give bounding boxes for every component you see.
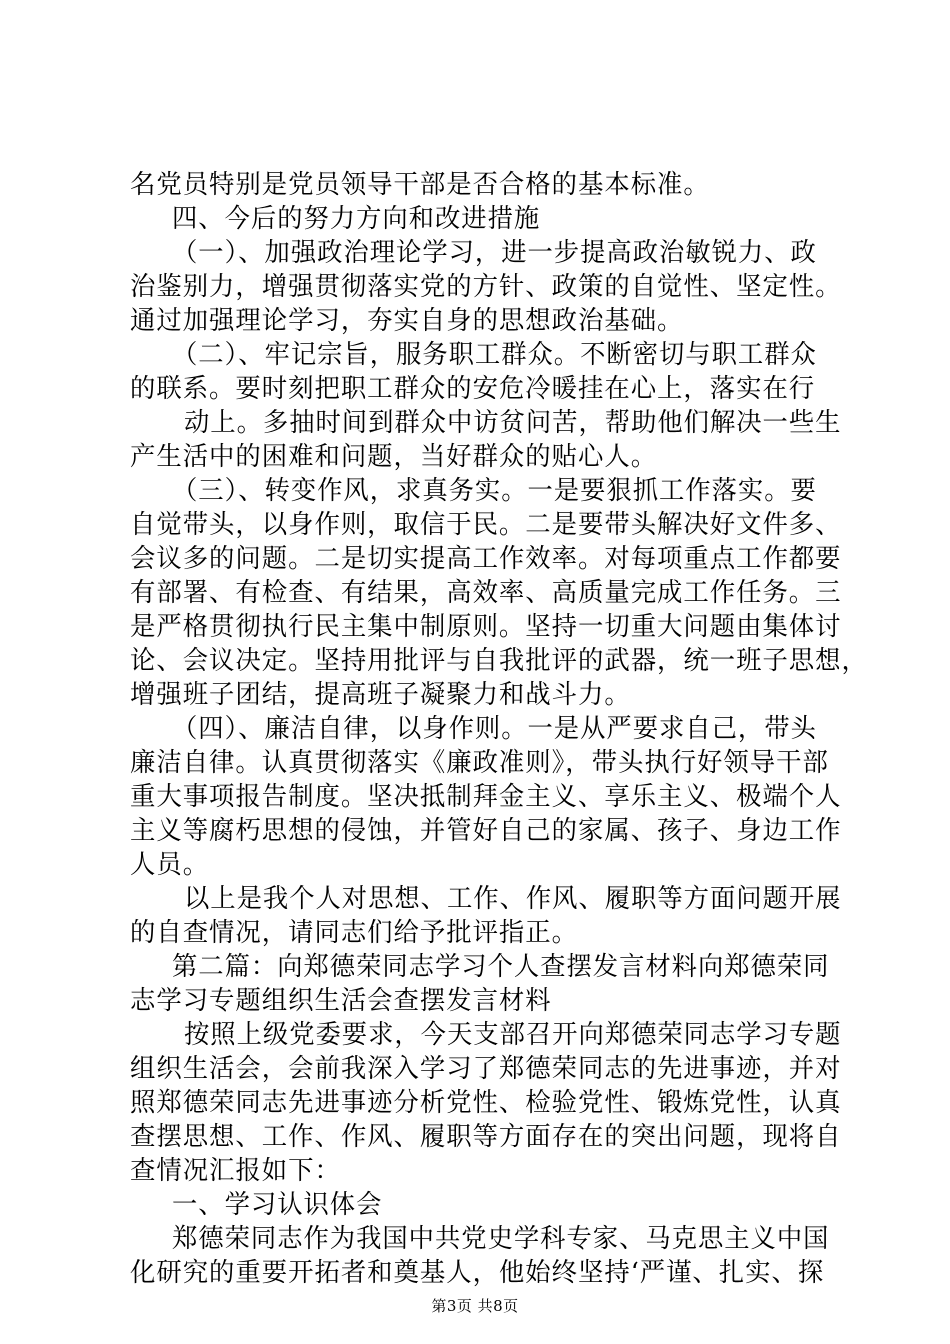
text-line: 的自查情况，请同志们给予批评指正。 [130,918,578,948]
page-footer: 第3页 共8页 [431,1297,519,1315]
text-line: 主义等腐朽思想的侵蚀，并管好自己的家属、孩子、身边工作 [130,816,842,846]
text-line: 的联系。要时刻把职工群众的安危冷暖挂在心上，落实在行 [130,374,816,404]
text-line: 廉洁自律。认真贯彻落实《廉政准则》，带头执行好领导干部 [130,748,829,778]
text-line: 查情况汇报如下： [130,1156,341,1186]
text-line: （三）、转变作风，求真务实。一是要狠抓工作落实。要 [172,476,817,506]
text-line: 动上。多抽时间到群众中访贫问苦，帮助他们解决一些生 [184,408,842,438]
text-line: 按照上级党委要求，今天支部召开向郑德荣同志学习专题 [184,1020,842,1050]
text-line: 郑德荣同志作为我国中共党史学科专家、马克思主义中国 [172,1224,830,1254]
text-line: 有部署、有检查、有结果，高效率、高质量完成工作任务。三 [130,578,842,608]
text-line: 化研究的重要开拓者和奠基人，他始终坚持‘严谨、扎实、探 [130,1258,825,1288]
text-line: 通过加强理论学习，夯实自身的思想政治基础。 [130,306,684,336]
text-line: 产生活中的困难和问题，当好群众的贴心人。 [130,442,658,472]
text-line: 重大事项报告制度。坚决抵制拜金主义、享乐主义、极端个人 [130,782,842,812]
text-line: 一、学习认识体会 [172,1190,383,1220]
text-line: 志学习专题组织生活会查摆发言材料 [130,986,552,1016]
text-line: 会议多的问题。二是切实提高工作效率。对每项重点工作都要 [130,544,842,574]
text-line: 以上是我个人对思想、工作、作风、履职等方面问题开展 [184,884,842,914]
text-line: 人员。 [130,850,210,880]
text-line: 组织生活会，会前我深入学习了郑德荣同志的先进事迹，并对 [130,1054,842,1084]
text-line: 自觉带头，以身作则，取信于民。二是要带头解决好文件多、 [130,510,842,540]
text-line: 查摆思想、工作、作风、履职等方面存在的突出问题，现将自 [130,1122,842,1152]
text-line: 是严格贯彻执行民主集中制原则。坚持一切重大问题由集体讨 [130,612,842,642]
text-line: 论、会议决定。坚持用批评与自我批评的武器，统一班子思想， [130,646,868,676]
text-line: 名党员特别是党员领导干部是否合格的基本标准。 [130,170,710,200]
text-line: 第二篇：向郑德荣同志学习个人查摆发言材料向郑德荣同 [172,952,830,982]
text-line: 增强班子团结，提高班子凝聚力和战斗力。 [130,680,631,710]
text-line: （二）、牢记宗旨，服务职工群众。不断密切与职工群众 [172,340,817,370]
text-line: 治鉴别力，增强贯彻落实党的方针、政策的自觉性、坚定性。 [130,272,842,302]
text-line: （四）、廉洁自律，以身作则。一是从严要求自己，带头 [172,714,817,744]
text-line: 照郑德荣同志先进事迹分析党性、检验党性、锻炼党性，认真 [130,1088,842,1118]
text-line: 四、今后的努力方向和改进措施 [172,204,541,234]
text-line: （一）、加强政治理论学习，进一步提高政治敏锐力、政 [172,238,817,268]
